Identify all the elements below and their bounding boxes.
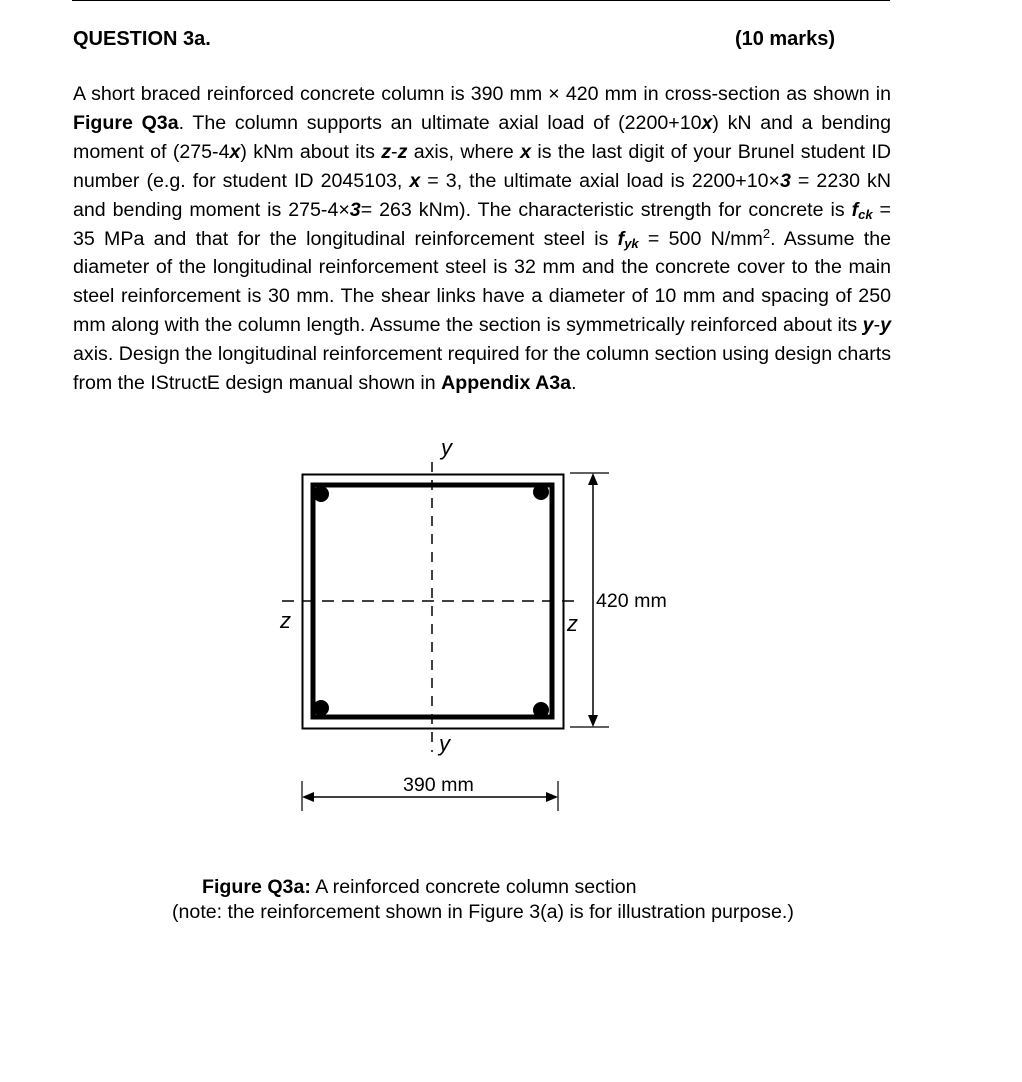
- rebar-bottom-right: [533, 702, 549, 718]
- dim-h-arrow-right: [546, 792, 558, 802]
- appendix-reference: Appendix A3a: [441, 372, 572, 395]
- figure-reference: Figure Q3a: [73, 111, 179, 134]
- axis-label-z-left: z: [280, 608, 291, 633]
- height-dimension-label: 420 mm: [596, 590, 667, 612]
- rebar-bottom-left: [313, 700, 329, 716]
- question-header: [73, 27, 835, 51]
- top-rule: [72, 0, 890, 1]
- column-section-figure: [0, 430, 1022, 850]
- question-text: A short braced reinforced concrete column is 390 mm × 420 mm in cross-section as shown in Figure Q3a. The column supports an ultimate axial load of (2200+10x) kN and a bending moment of (275-4x) kNm about its z-z axis, where x is the last digit of your Brunel student ID number (e.g. for student ID 2045103, x = 3, the ultimate axial load is 2200+10×3 = 2230 kN and bending moment is 275-4×3= 263 kNm). The characteristic strength for concrete is $f_{ck} = 35$ MPa and that for the longitudinal reinforcement steel is $f_{yk} = 500$ $N/mm^2$. Assume the diameter of the longitudinal reinforcement steel is 32 mm and the concrete cover to the main steel reinforcement is 30 mm. The shear links have a diameter of 10 mm and spacing of 250 mm along with the column length. Assume the section is symmetrically reinforced about its y-y axis. Design the longitudinal reinforcement required for the column section using design charts from the IStructE design manual shown in Appendix A3a.: [73, 83, 892, 395]
- figure-caption: Figure Q3a: A reinforced concrete column section: [202, 876, 637, 898]
- dim-h-arrow-left: [302, 792, 314, 802]
- axis-label-y-top: y: [441, 435, 452, 460]
- dim-v-arrow-bottom: [588, 715, 598, 727]
- figure-note: (note: the reinforcement shown in Figure 3(a) is for illustration purpose.): [172, 901, 794, 923]
- dim-v-arrow-top: [588, 473, 598, 485]
- rebar-top-right: [533, 484, 549, 500]
- rebar-top-left: [313, 486, 329, 502]
- axis-label-z-right: z: [567, 611, 578, 636]
- width-dimension-label: 390 mm: [403, 774, 474, 796]
- question-title: QUESTION 3a.: [73, 28, 211, 50]
- axis-label-y-bottom: y: [439, 731, 450, 756]
- question-marks: (10 marks): [734, 28, 835, 50]
